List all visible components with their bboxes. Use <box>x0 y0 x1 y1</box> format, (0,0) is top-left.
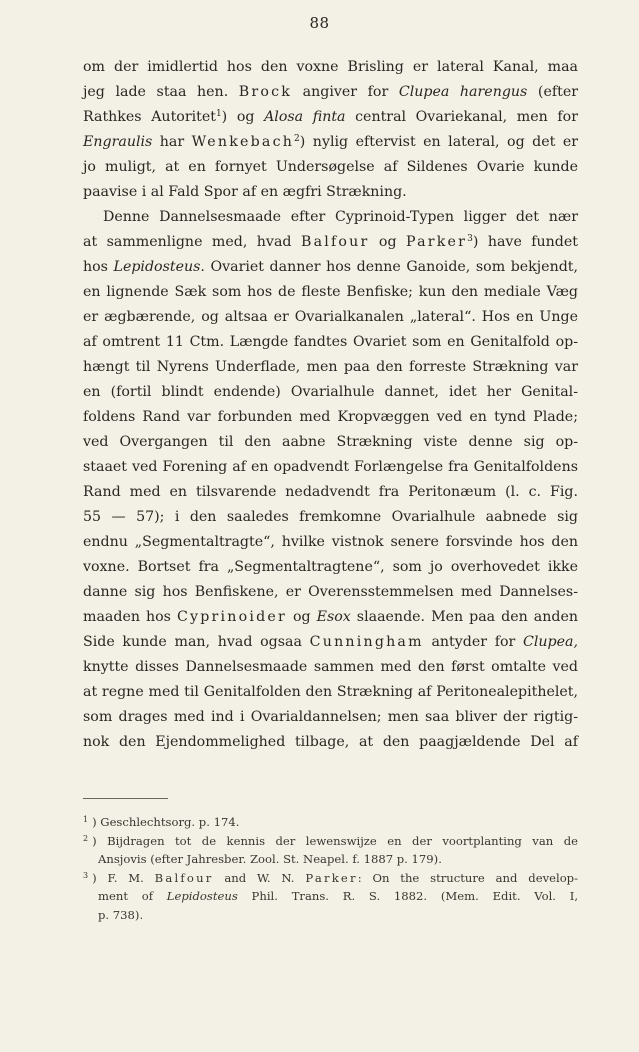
footnote-divider <box>83 798 168 799</box>
text-line: knytte disses Dannelsesmaade sammen med den først omtalte ved <box>83 659 578 675</box>
main-text <box>83 55 578 755</box>
species-name: Clupea, <box>523 634 578 650</box>
author-name: Parker <box>305 870 358 885</box>
text-line: 55 — 57); i den saaledes fremkomne Ovarialhule aabnede sig <box>83 509 578 525</box>
text-line: Denne Dannelsesmaade efter Cyprinoid-Typen ligger det nær <box>103 209 578 225</box>
text-line: af omtrent 11 Ctm. Længde fandtes Ovariet som en Genitalfold op- <box>83 334 578 350</box>
text-line: nok den Ejendommelighed tilbage, at den paagjældende Del af <box>83 734 578 750</box>
text-line: endnu „Segmentaltragte“, hvilke vistnok senere forsvinde hos den <box>83 534 578 550</box>
species-name: Lepidosteus. <box>113 259 205 275</box>
text-line: foldens Rand var forbunden med Kropvæggen ved en tynd Plade; <box>83 409 578 425</box>
text-line: ved Overgangen til den aabne Strækning viste denne sig op- <box>83 434 578 450</box>
footnote-3-cont: p. 738). <box>98 907 144 922</box>
species-name: Esox <box>316 609 351 625</box>
author-name: Balfour <box>154 870 214 885</box>
text-line: hos Lepidosteus. Ovariet danner hos denne Ganoide, som bekjendt, <box>83 259 578 275</box>
text-line: en lignende Sæk som hos de fleste Benfiske; kun den mediale Væg <box>83 284 578 300</box>
footnote-2-cont: Ansjovis (efter Jahresber. Zool. St. Neapel. f. 1887 p. 179). <box>98 852 442 867</box>
text-line: jo muligt, at en fornyet Undersøgelse af Sildenes Ovarie kunde <box>83 159 578 175</box>
text-line: at regne med til Genitalfolden den Strækning af Peritonealepithelet, <box>83 684 578 700</box>
author-name: Brock <box>238 84 293 100</box>
text-line: Rathkes Autoritet$^1$) og Alosa finta central Ovariekanal, men for <box>83 109 578 125</box>
text-line: er ægbærende, og altsaa er Ovarialkanalen „lateral“. Hos en Unge <box>83 309 578 325</box>
footnote-2: $^2$ ) Bijdragen tot de kennis der lewenswijze en der voortplanting van de <box>83 833 578 848</box>
species-name: Alosa finta <box>264 109 346 125</box>
text-line: at sammenligne med, hvad Balfour og Parker$^3$) have fundet <box>83 234 578 250</box>
author-name: Cyprinoider <box>176 609 287 625</box>
text-line: voxne. Bortset fra „Segmentaltragtene“, som jo overhovedet ikke <box>83 559 578 575</box>
author-name: Cunningham <box>309 634 424 650</box>
footnote-3: $^3$ ) F. M. Balfour and W. N. Parker: On the structure and develop- <box>83 870 579 885</box>
text-line: staaet ved Forening af en opadvendt Forlængelse fra Genitalfoldens <box>83 459 578 475</box>
footnotes <box>83 813 578 925</box>
text-line: som drages med ind i Ovarialdannelsen; men saa bliver der rigtig- <box>83 709 578 725</box>
text-line: Rand med en tilsvarende nedadvendt fra Peritonæum (l. c. Fig. <box>83 484 578 500</box>
text-line: om der imidlertid hos den voxne Brisling er lateral Kanal, maa <box>83 59 578 75</box>
footnote-ref: 1 <box>215 109 222 119</box>
text-line: paavise i al Fald Spor af en ægfri Strækning. <box>83 184 407 200</box>
species-name: Clupea harengus <box>398 84 528 100</box>
footnote-ref: 3 <box>467 234 473 244</box>
author-name: Balfour <box>300 234 370 250</box>
author-name: Parker <box>406 234 468 250</box>
text-line: jeg lade staa hen. Brock angiver for Clupea harengus (efter <box>83 84 578 100</box>
text-line: Side kunde man, hvad ogsaa Cunningham antyder for Clupea, <box>83 634 578 650</box>
text-line: maaden hos Cyprinoider og Esox slaaende. Men paa den anden <box>83 609 578 625</box>
text-line: en (fortil blindt endende) Ovarialhule dannet, idet her Genital- <box>83 384 578 400</box>
page-number: 88 <box>309 14 330 32</box>
footnote-3-cont: ment of Lepidosteus Phil. Trans. R. S. 1882. (Mem. Edit. Vol. I, <box>98 889 578 904</box>
text-line: Engraulis har Wenkebach$^2$) nylig eftervist en lateral, og det er <box>83 134 578 150</box>
species-name: Engraulis <box>83 134 153 150</box>
text-line: danne sig hos Benfiskene, er Overensstemmelsen med Dannelses- <box>83 584 578 600</box>
text-line: hængt til Nyrens Underflade, men paa den forreste Strækning var <box>83 359 578 375</box>
footnote-ref: 2 <box>294 134 300 144</box>
footnote-1: $^1$ ) Geschlechtsorg. p. 174. <box>83 815 240 829</box>
author-name: Wenkebach <box>191 134 295 150</box>
species-name: Lepidosteus <box>166 889 238 904</box>
